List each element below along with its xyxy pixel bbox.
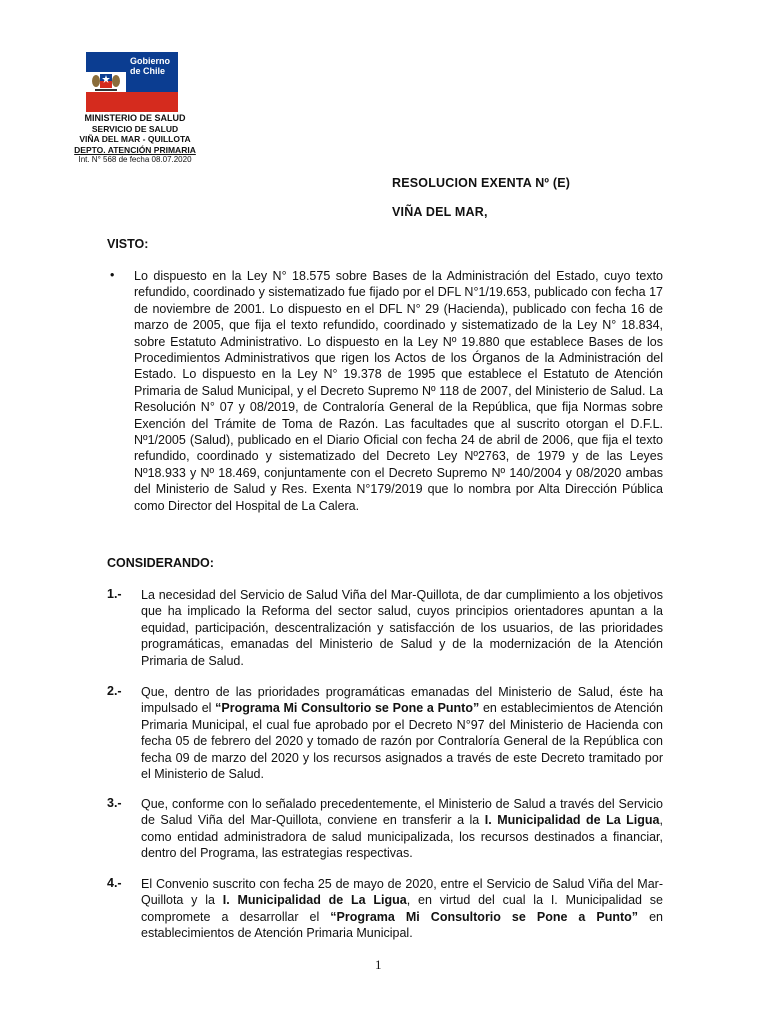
region-name: VIÑA DEL MAR - QUILLOTA: [79, 134, 191, 144]
item-number: 4.-: [107, 876, 122, 890]
place-heading: VIÑA DEL MAR,: [392, 205, 488, 219]
gobierno-de-chile-logo: [86, 52, 178, 112]
item-text: , como entidad administradora de salud municipalizada, los recursos destinados a financiar, dentro del Programa, las estrategias respectivas.: [141, 813, 663, 861]
ministry-header: [60, 113, 210, 166]
municipality-name: I. Municipalidad de La Ligua: [484, 813, 660, 828]
item-text: La necesidad del Servicio de Salud Viña del Mar-Quillota, de dar cumplimiento a los objetivos que ha implicado la Reforma del sector salud, cuyos principios orientadores apuntan a la equidad, participación, descentralización y satisfacción de los usuarios, de las prioridades programáticas, emanadas del Ministerio de Salud y de la modernización de la Atención Primaria de Salud.: [141, 588, 663, 668]
ministry-name: MINISTERIO DE SALUD: [84, 113, 186, 123]
municipality-name: I. Municipalidad de La Ligua: [222, 893, 407, 908]
department-name: DEPTO. ATENCIÓN PRIMARIA: [74, 144, 196, 155]
considerando-item-4: [141, 876, 663, 942]
coat-of-arms-icon: [91, 71, 121, 93]
item-text: Que, conforme con lo señalado precedentemente, el Ministerio de Salud a través del Servicio de Salud Viña del Mar-Quillota, conviene en transferir a la: [141, 797, 663, 828]
logo-text: Gobierno de Chile: [126, 52, 178, 92]
item-text: en establecimientos de Atención Primaria Municipal.: [141, 909, 663, 941]
considerando-item-1: [141, 587, 663, 669]
service-name: SERVICIO DE SALUD: [91, 123, 179, 134]
page-number: 1: [375, 957, 382, 972]
considerando-item-2: [141, 684, 663, 782]
item-text: El Convenio suscrito con fecha 25 de mayo de 2020, entre el Servicio de Salud Viña del Mar-Quillota y la: [141, 877, 663, 908]
item-text: , en virtud del cual la I. Municipalidad se compromete a desarrollar el: [141, 893, 663, 924]
item-text: Que, dentro de las prioridades programáticas emanadas del Ministerio de Salud, éste ha impulsado el: [141, 685, 663, 716]
item-number: 1.-: [107, 587, 122, 601]
item-number: 3.-: [107, 796, 122, 810]
resolution-title: RESOLUCION EXENTA Nº (E): [392, 176, 571, 190]
visto-paragraph: Lo dispuesto en la Ley N° 18.575 sobre Bases de la Administración del Estado, cuyo texto refundido, coordinado y sistematizado fue fijado por el DFL N°1/19.653, publicado con fecha 17 de noviembre de 2001. Lo dispuesto en el DFL N° 29 (Hacienda), publicado con fecha 16 de marzo de 2005, que fija el texto refundido, coordinado y sistematizado de la Ley N° 18.834, sobre Estatuto Administrativo. Lo dispuesto en la Ley Nº 19.880 que establece Bases de los Procedimientos Administrativos que rigen los Actos de los Órganos de la Administración del Estado. Lo dispuesto en la Ley N° 19.378 de 1995 que establece el Estatuto de Atención Primaria de Salud Municipal, y el Decreto Supremo Nº 118 de 2007, del Ministerio de Salud. La Resolución N° 07 y 08/2019, de Contraloría General de la República, que fija Normas sobre Exención del Trámite de Toma de Razón. Las facultades que al suscrito otorgan el D.F.L. Nº1/2005 (Salud), publicado en el Diario Oficial con fecha 24 de abril de 2006, que fija el texto refundido, coordinado y sistematizado del Decreto Ley Nº2763, de 1979 y de las Leyes Nº18.933 y Nº 18.469, conjuntamente con el Decreto Supremo Nº 140/2004 y 08/2020 ambas del Ministerio de Salud y Res. Exenta N°179/2019 que lo nombra por Alta Dirección Pública como Director del Hospital de La Calera.: [134, 269, 663, 513]
item-text: en establecimientos de Atención Primaria Municipal, el cual fue aprobado por el Decreto N°97 del Ministerio de Hacienda con fecha 05 de febrero del 2020 y tomado de razón por Contraloría General de la República con fecha 09 de marzo del 2020 y los recursos asignados a través de este Decreto tramitado por el Ministerio de Salud.: [141, 701, 664, 782]
item-number: 2.-: [107, 684, 122, 698]
reference-number: Int. N° 568 de fecha 08.07.2020: [78, 155, 192, 164]
visto-heading: VISTO:: [107, 237, 149, 251]
considerando-heading: CONSIDERANDO:: [107, 556, 214, 570]
program-name: “Programa Mi Consultorio se Pone a Punto”: [330, 909, 639, 924]
considerando-item-3: [141, 796, 663, 862]
program-name: “Programa Mi Consultorio se Pone a Punto”: [215, 701, 480, 716]
visto-bullet: •: [110, 268, 115, 282]
